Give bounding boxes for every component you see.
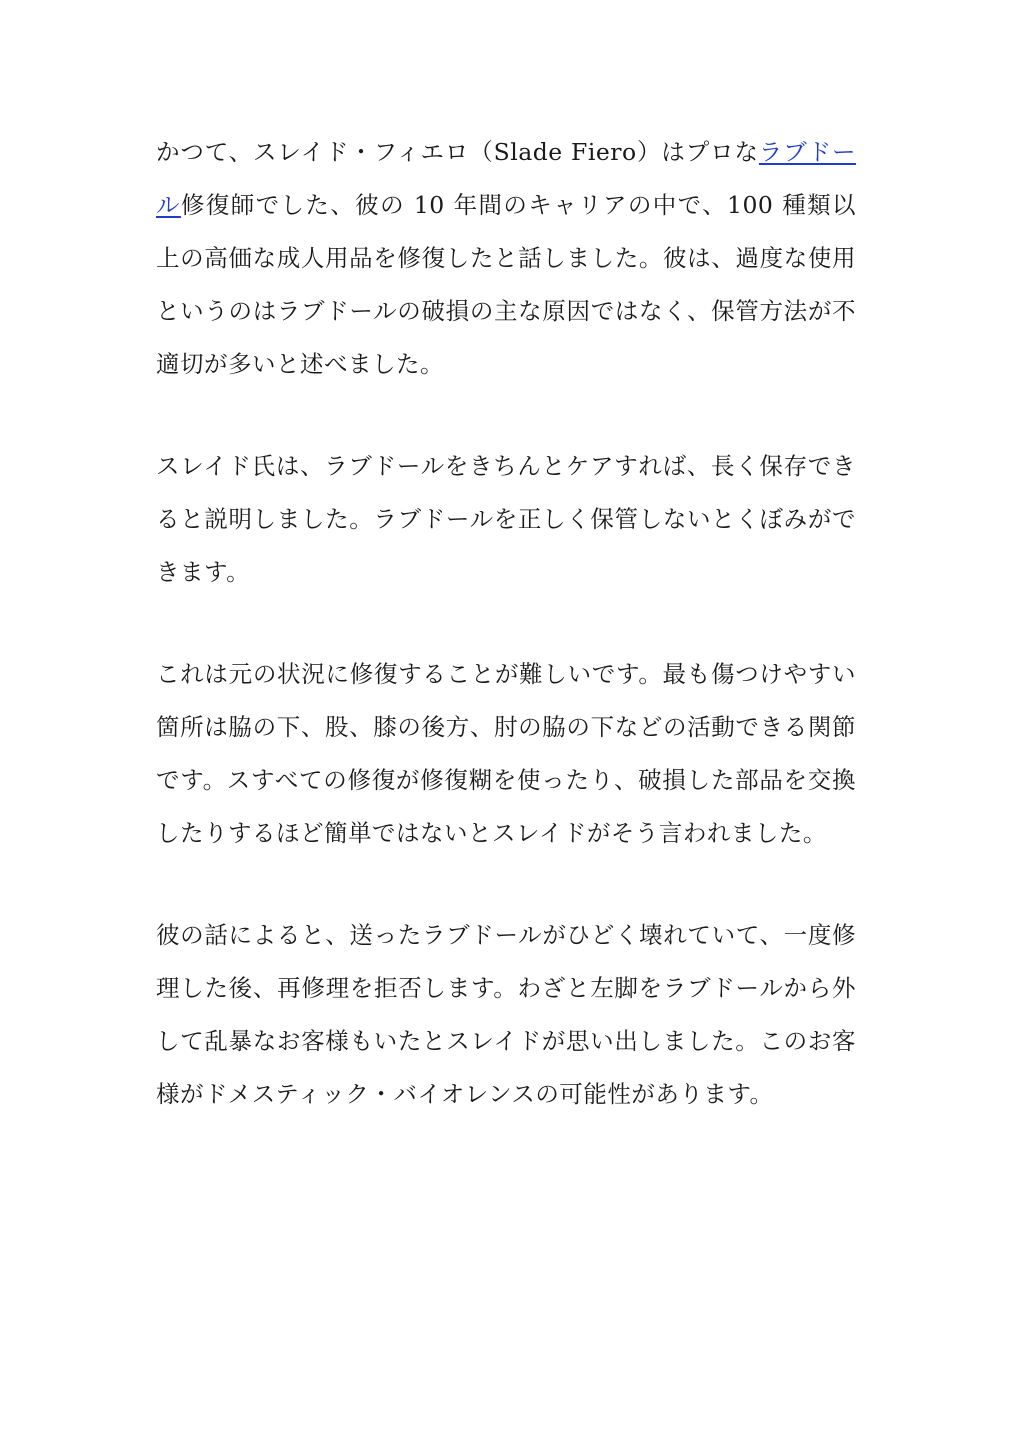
paragraph-2: スレイド氏は、ラブドールをきちんとケアすれば、長く保存できると説明しました。ラブドールを正しく保管しないとくぼみができます。 — [156, 452, 856, 586]
article-body — [156, 126, 856, 1170]
paragraph-3: これは元の状況に修復することが難しいです。最も傷つけやすい箇所は脇の下、股、膝の後方、肘の脇の下などの活動できる関節です。スすべての修復が修復糊を使ったり、破損した部品を交換したりするほど簡単ではないとスレイドがそう言われました。 — [156, 660, 856, 847]
lovedoll-link[interactable]: ラブドール — [156, 138, 856, 219]
paragraph-1-text-after-link: 修復師でした、彼の 10 年間のキャリアの中で、100 種類以上の高価な成人用品を修復したと話しました。彼は、過度な使用というのはラブドールの破損の主な原因ではなく、保管方法が不適切が多いと述べました。 — [156, 191, 857, 378]
paragraph-1 — [156, 126, 856, 391]
paragraph-1-text-before-link: かつて、スレイド・フィエロ（Slade Fiero）はプロな — [156, 138, 759, 166]
paragraph-4: 彼の話によると、送ったラブドールがひどく壊れていて、一度修理した後、再修理を拒否します。わざと左脚をラブドールから外して乱暴なお客様もいたとスレイドが思い出しました。このお客様がドメスティック・バイオレンスの可能性があります。 — [156, 921, 856, 1108]
